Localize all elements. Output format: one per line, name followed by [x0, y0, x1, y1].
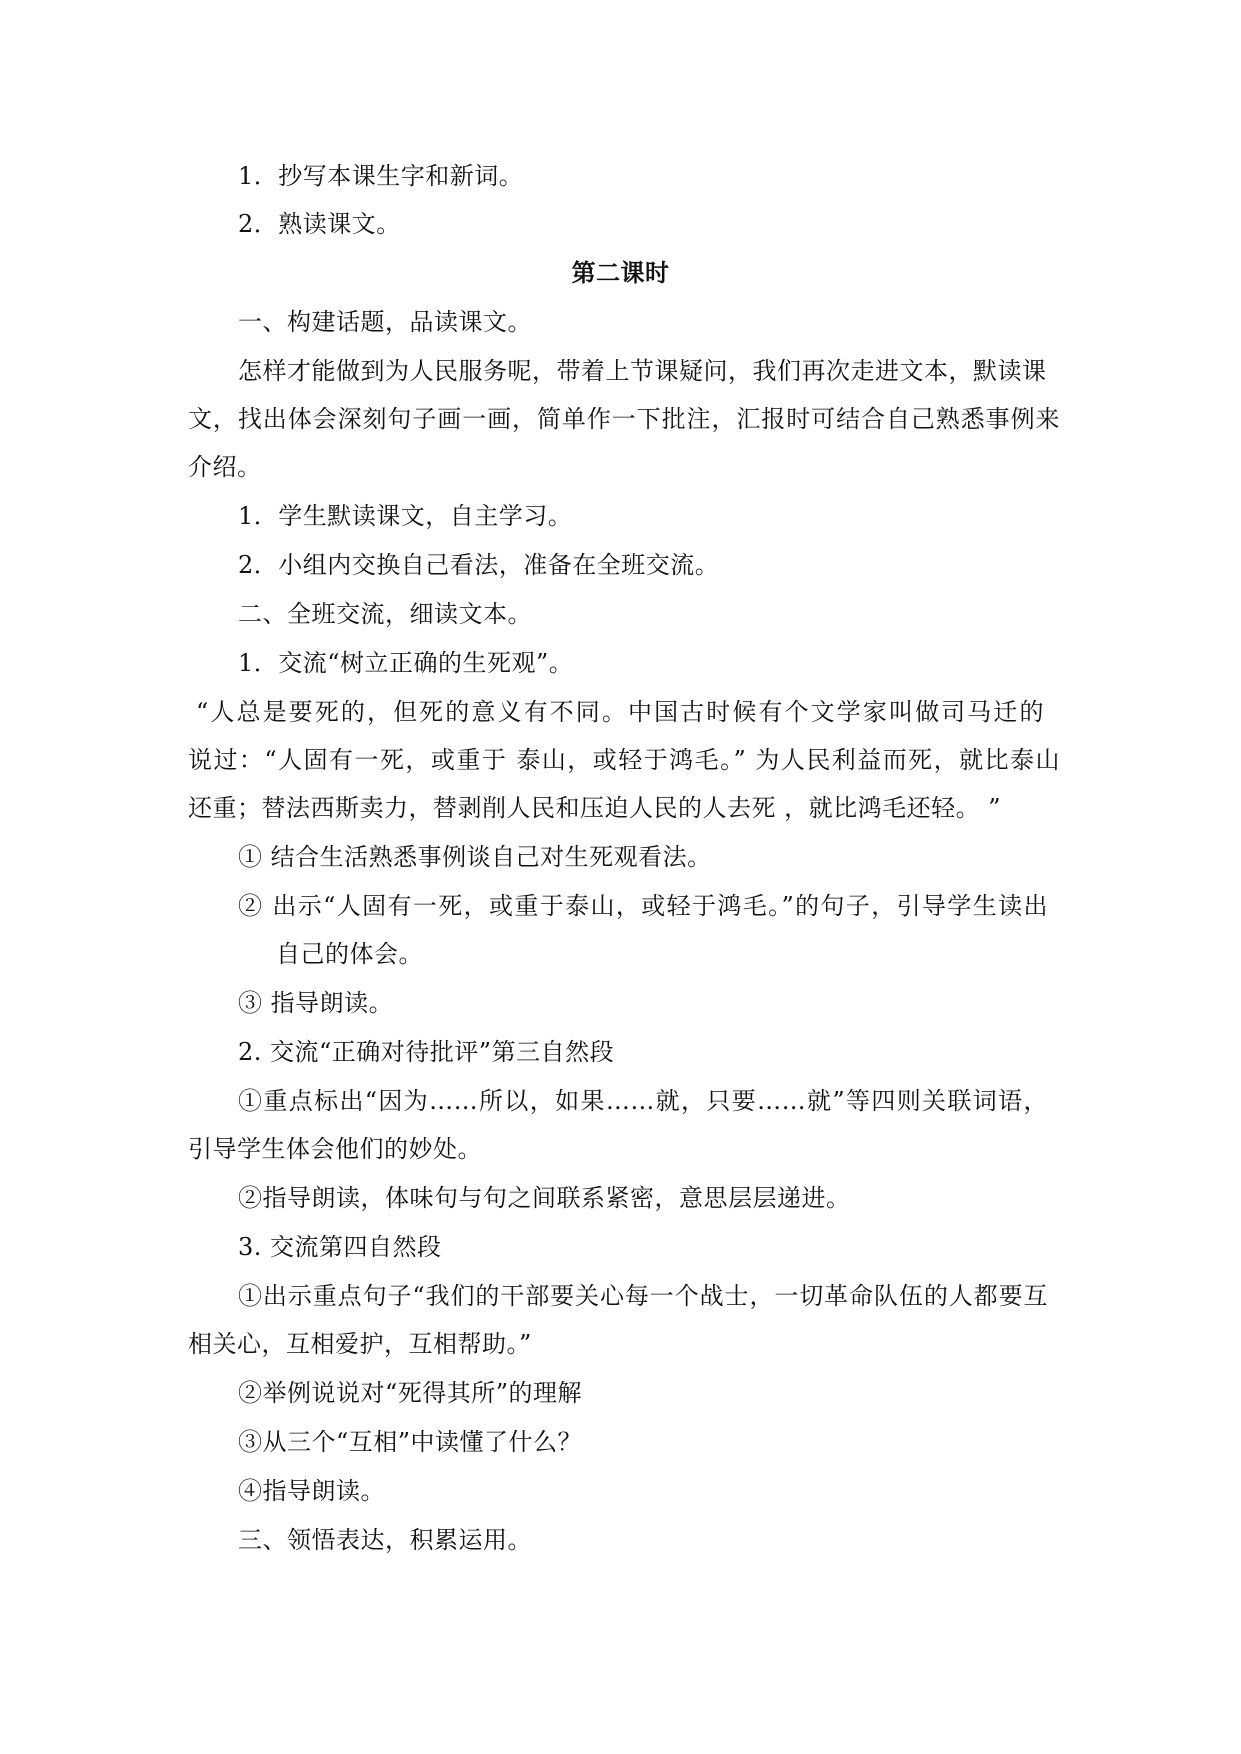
example-item: ②举例说说对“死得其所”的理解 — [238, 1379, 583, 1407]
quote-line-3: 还重；替法西斯卖力，替剥削人民和压迫人民的人去死 ，就比鸿毛还轻。 ” — [188, 794, 1002, 822]
topic-2: 2. 交流“正确对待批评”第三自然段 — [238, 1038, 615, 1066]
circled-item-2-line-1: ② 出示“人固有一死，或重于泰山，或轻于鸿毛。”的句子，引导学生读出 — [238, 892, 1048, 920]
quote-line-2: 说过：“人固有一死，或重于 泰山，或轻于鸿毛。” 为人民利益而死，就比泰山 — [188, 746, 1060, 774]
circled-item-3: ③ 指导朗读。 — [238, 989, 394, 1017]
homework-item-1: 1．抄写本课生字和新词。 — [238, 162, 524, 190]
topic-1: 1．交流“树立正确的生死观”。 — [238, 649, 574, 677]
homework-item-2: 2．熟读课文。 — [238, 210, 401, 238]
key-sentence-line-1: ①出示重点句子“我们的干部要关心每一个战士，一切革命队伍的人都要互 — [238, 1282, 1048, 1310]
paragraph-1-line-1: 怎样才能做到为人民服务呢，带着上节课疑问，我们再次走进文本，默读课 — [238, 357, 1047, 385]
circled-item-2-line-2: 自己的体会。 — [276, 940, 423, 968]
point-1-line-2: 引导学生体会他们的妙处。 — [188, 1135, 482, 1163]
paragraph-1-line-2: 文，找出体会深刻句子画一画，简单作一下批注，汇报时可结合自己熟悉事例来 — [188, 405, 1060, 433]
step-2: 2．小组内交换自己看法，准备在全班交流。 — [238, 551, 720, 579]
point-1-line-1: ①重点标出“因为……所以，如果……就，只要……就”等四则关联词语， — [238, 1087, 1048, 1115]
heading-1: 一、构建话题，品读课文。 — [238, 308, 532, 336]
reading-item: ④指导朗读。 — [238, 1477, 385, 1505]
quote-line-1: “人总是要死的，但死的意义有不同。中国古时候有个文学家叫做司马迁的 — [196, 698, 1044, 726]
paragraph-1-line-3: 介绍。 — [188, 453, 262, 481]
circled-item-1: ① 结合生活熟悉事例谈自己对生死观看法。 — [238, 843, 712, 871]
key-sentence-line-2: 相关心，互相爱护，互相帮助。” — [188, 1330, 532, 1358]
heading-3: 三、领悟表达，积累运用。 — [238, 1526, 532, 1554]
section-title: 第二课时 — [571, 259, 670, 287]
heading-2: 二、全班交流，细读文本。 — [238, 600, 532, 628]
topic-3: 3. 交流第四自然段 — [238, 1233, 442, 1261]
question-item: ③从三个“互相”中读懂了什么？ — [238, 1428, 583, 1456]
step-1: 1．学生默读课文，自主学习。 — [238, 502, 573, 530]
point-2: ②指导朗读，体味句与句之间联系紧密，意思层层递进。 — [238, 1184, 851, 1212]
